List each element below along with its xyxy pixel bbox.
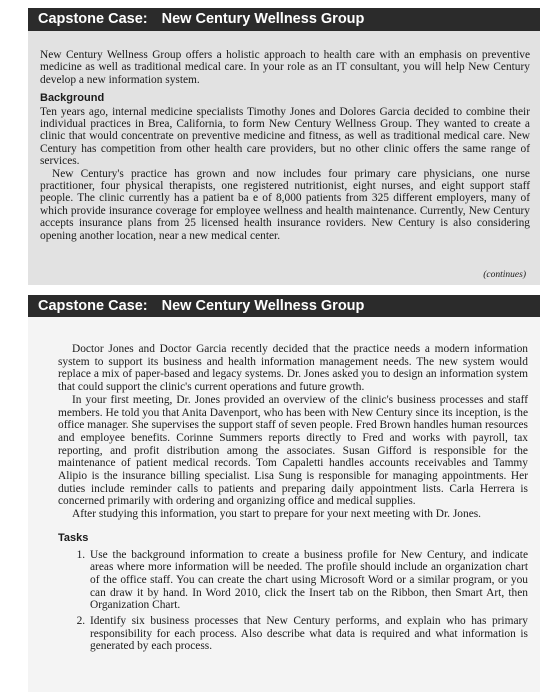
continues-note: (continues) (483, 269, 526, 280)
bottom-case-banner (28, 295, 540, 317)
background-paragraph-1: Ten years ago, internal medicine specialists Timothy Jones and Dolores Garcia decided to combine their individual practices in Brea, California, to form New Century Wellness Group. They wanted to create a clinic that would concentrate on preventive medicine and fitness, as well as traditional medical care. New Century has competition from other health care providers, but no other clinic offers the same range of services. (40, 105, 530, 168)
task-item: 1. Use the background information to create a business profile for New Century, and indicate areas where more information will be needed. The profile should include an organization chart of the office staff. You can create the chart using Microsoft Word or a similar program, or you can draw it by hand. In Word 2010, click the Insert tab on the Ribbon, then Smart Art, then Organization Chart. (88, 549, 528, 613)
tasks-heading: Tasks (58, 531, 89, 544)
case-label: Capstone Case: (38, 298, 148, 314)
intro-paragraph: New Century Wellness Group offers a holistic approach to health care with an emphasis on preventive medicine as well as traditional medical care. In your role as an IT consultant, you will help New Century develop a new information system. (40, 49, 530, 86)
case-details-panel (28, 317, 540, 692)
details-paragraph-3: After studying this information, you start to prepare for your next meeting with Dr. Jones. (72, 508, 482, 521)
details-paragraph-2: In your first meeting, Dr. Jones provided an overview of the clinic's business processes and staff members. He told you that Anita Davenport, who has been with New Century since its inception, is the office manager. She supervises the support staff of seven people. Fred Brown handles human resources and employee benefits. Corinne Summers reports directly to Fred and works with payroll, tax reporting, and profit distribution among the associates. Susan Gifford is responsible for the maintenance of patient medical records. Tom Capaletti handles accounts receivables and Tammy Alipio is the insurance billing specialist. Lisa Sung is responsible for managing appointments. Her duties include reminder calls to patients and preparing daily appointment lists. Carla Herrera is concerned primarily with ordering and organizing office and medical supplies. (58, 393, 528, 508)
tasks-list (58, 549, 528, 654)
background-paragraph-2: New Century's practice has grown and now includes four primary care physicians, one nurse practitioner, four physical therapists, one registered nutritionist, eight nurses, and eight support staff people. The clinic currently has a patient ba e of 8,000 patients from 325 different employers, many of which provide insurance coverage for employee wellness and health maintenance. Currently, New Century accepts insurance plans from 25 licensed health insurance roviders. New Century is also considering opening another location, near a new medical center. (40, 167, 530, 242)
task-item: 2. Identify six business processes that New Century performs, and explain who has primary responsibility for each process. Also describe what data is required and what information is generated by each process. (88, 615, 528, 653)
case-company-name: New Century Wellness Group (161, 298, 365, 314)
case-company-name: New Century Wellness Group (161, 11, 365, 27)
top-case-banner (28, 8, 540, 31)
background-heading: Background (40, 92, 105, 105)
details-paragraph-1: Doctor Jones and Doctor Garcia recently decided that the practice needs a modern information system to support its business and health information management needs. The new system would replace a mix of paper-based and legacy systems. Dr. Jones asked you to design an information system that could support the clinic's current operations and future growth. (58, 343, 528, 394)
case-label: Capstone Case: (38, 11, 148, 27)
case-background-panel (28, 31, 540, 285)
